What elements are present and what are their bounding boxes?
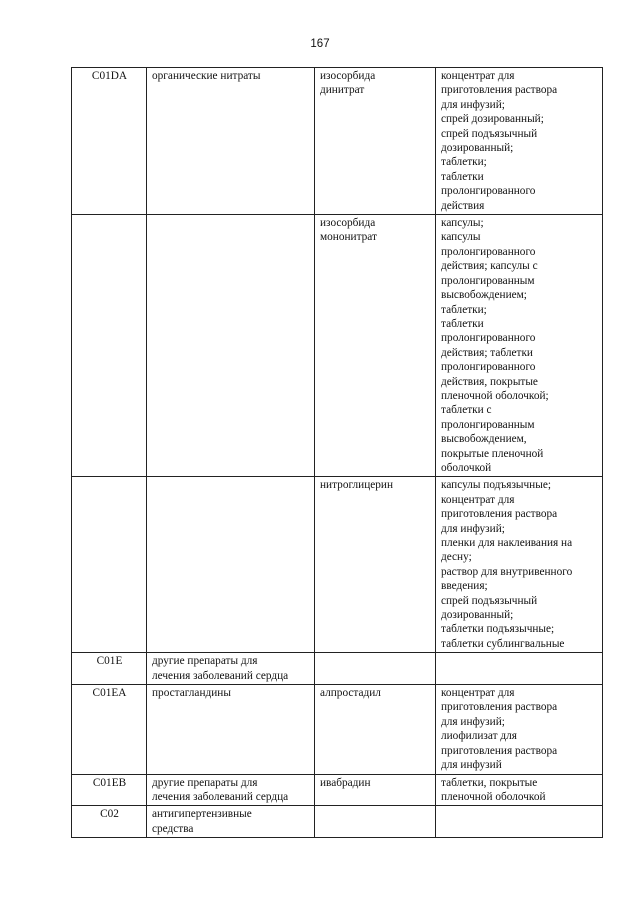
cell-line: лечения заболеваний сердца (152, 669, 289, 682)
substance-cell (315, 68, 436, 215)
cell-line: изосорбида (320, 217, 376, 230)
cell-line: действия; капсулы с (441, 260, 538, 273)
substance-cell (315, 653, 436, 685)
cell-line: для инфузий; (441, 522, 505, 535)
group-cell (147, 685, 315, 774)
cell-line: для инфузий (441, 759, 502, 772)
group-cell (147, 215, 315, 477)
cell-line: пролонгированным (441, 418, 535, 431)
cell-line: лечения заболеваний сердца (152, 790, 289, 803)
cell-line: таблетки с (441, 404, 492, 417)
cell-line: высвобождением; (441, 289, 527, 302)
cell-line: приготовления раствора (441, 508, 558, 521)
cell-line: раствор для внутривенного (441, 565, 573, 578)
cell-line: капсулы подъязычные; (441, 479, 551, 492)
cell-line: антигипертензивные (152, 808, 252, 821)
cell-line: таблетки подъязычные; (441, 623, 555, 636)
table-row (72, 685, 603, 774)
cell-line: приготовления раствора (441, 744, 558, 757)
group-cell (147, 653, 315, 685)
cell-line: таблетки (441, 170, 484, 183)
group-cell (147, 477, 315, 653)
cell-line: дозированный; (441, 142, 514, 155)
atc-code-cell: C01EA (72, 685, 147, 774)
dosage-forms-cell (436, 774, 603, 806)
cell-line: оболочкой (441, 461, 492, 474)
cell-line: действия; таблетки (441, 346, 533, 359)
dosage-forms-cell (436, 685, 603, 774)
cell-line: таблетки, покрытые (441, 776, 538, 789)
cell-line: дозированный; (441, 609, 514, 622)
cell-line: таблетки сублингвальные (441, 637, 565, 650)
cell-line: пролонгированного (441, 245, 536, 258)
cell-line: простагландины (152, 687, 231, 700)
cell-line: пленочной оболочкой (441, 790, 546, 803)
cell-line: концентрат для (441, 70, 515, 82)
cell-line: органические нитраты (152, 70, 261, 82)
page-number: 167 (310, 38, 330, 50)
cell-line: введения; (441, 580, 488, 593)
cell-line: таблетки; (441, 303, 487, 316)
cell-line: капсулы; (441, 217, 484, 230)
dosage-forms-cell (436, 806, 603, 838)
medication-table (71, 67, 603, 838)
substance-cell (315, 215, 436, 477)
substance-cell (315, 685, 436, 774)
cell-line: действия, покрытые (441, 375, 538, 388)
cell-line: спрей подъязычный (441, 594, 538, 607)
cell-line: мононитрат (320, 231, 377, 244)
cell-line: для инфузий; (441, 715, 505, 728)
atc-code-cell: C01E (72, 653, 147, 685)
cell-line: высвобождением, (441, 433, 527, 446)
cell-line: пролонгированного (441, 361, 536, 374)
cell-line: пролонгированного (441, 332, 536, 345)
group-cell (147, 68, 315, 215)
atc-code-cell (72, 477, 147, 653)
atc-code-cell (72, 215, 147, 477)
cell-line: средства (152, 822, 194, 835)
cell-line: действия (441, 199, 485, 212)
cell-line: другие препараты для (152, 776, 258, 789)
cell-line: покрытые пленочной (441, 447, 544, 460)
cell-line: таблетки; (441, 156, 487, 169)
cell-line: таблетки (441, 317, 484, 330)
cell-line: приготовления раствора (441, 701, 558, 714)
cell-line: ивабрадин (320, 776, 371, 789)
substance-cell (315, 806, 436, 838)
table-row (72, 653, 603, 685)
table-row (72, 215, 603, 477)
substance-cell (315, 477, 436, 653)
cell-line: концентрат для (441, 687, 515, 700)
cell-line: нитроглицерин (320, 479, 394, 492)
cell-line: десну; (441, 551, 472, 564)
dosage-forms-cell (436, 653, 603, 685)
group-cell (147, 806, 315, 838)
table-row (72, 477, 603, 653)
cell-line: пролонгированным (441, 274, 535, 287)
cell-line: другие препараты для (152, 655, 258, 668)
atc-code-cell: C01EB (72, 774, 147, 806)
cell-line: пленки для наклеивания на (441, 537, 573, 549)
table-row (72, 806, 603, 838)
dosage-forms-cell (436, 68, 603, 215)
dosage-forms-cell (436, 215, 603, 477)
cell-line: приготовления раствора (441, 84, 558, 97)
group-cell (147, 774, 315, 806)
cell-line: спрей дозированный; (441, 113, 544, 126)
cell-line: динитрат (320, 84, 365, 97)
atc-code-cell: C01DA (72, 68, 147, 215)
atc-code-cell: C02 (72, 806, 147, 838)
cell-line: пролонгированного (441, 185, 536, 198)
cell-line: пленочной оболочкой; (441, 389, 549, 402)
table-row (72, 774, 603, 806)
dosage-forms-cell (436, 477, 603, 653)
table-row (72, 68, 603, 215)
cell-line: спрей подъязычный (441, 127, 538, 140)
cell-line: для инфузий; (441, 98, 505, 111)
cell-line: изосорбида (320, 70, 376, 82)
cell-line: концентрат для (441, 493, 515, 506)
substance-cell (315, 774, 436, 806)
cell-line: лиофилизат для (441, 730, 517, 743)
cell-line: капсулы (441, 231, 481, 244)
cell-line: алпростадил (320, 687, 381, 700)
